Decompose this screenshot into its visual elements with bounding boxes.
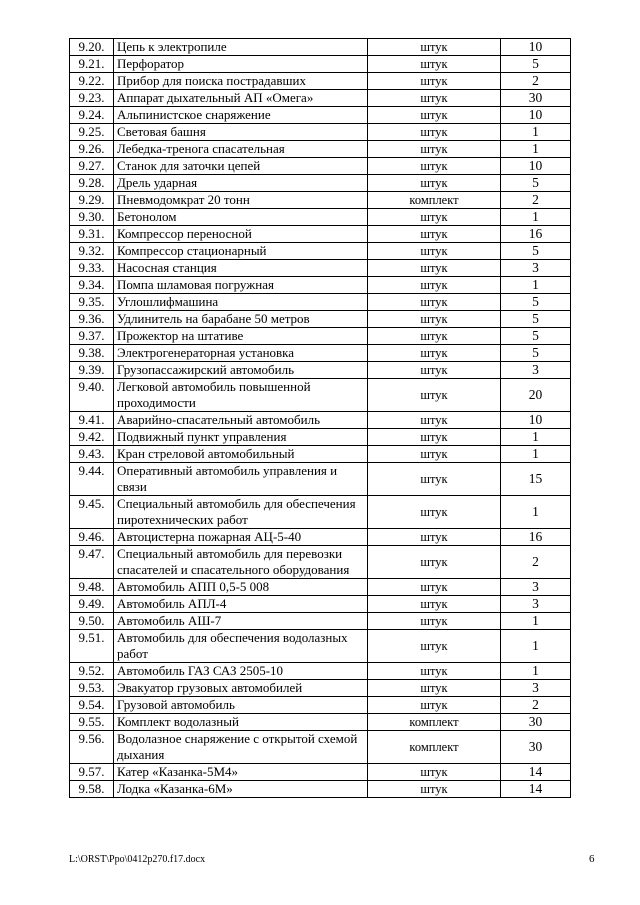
item-name: Прожектор на штативе	[114, 328, 368, 345]
item-name: Прибор для поиска пострадавших	[114, 73, 368, 90]
row-number: 9.50.	[70, 613, 114, 630]
row-number: 9.39.	[70, 362, 114, 379]
item-name: Бетонолом	[114, 209, 368, 226]
table-row	[70, 90, 571, 107]
item-quantity: 3	[501, 596, 571, 613]
table-row	[70, 175, 571, 192]
item-name: Специальный автомобиль для перевозки спасателей и спасательного оборудования	[114, 546, 368, 579]
row-number: 9.29.	[70, 192, 114, 209]
item-quantity: 5	[501, 294, 571, 311]
item-name: Кран стреловой автомобильный	[114, 446, 368, 463]
item-name: Автомобиль АПП 0,5-5 008	[114, 579, 368, 596]
item-name: Катер «Казанка-5М4»	[114, 764, 368, 781]
item-name: Станок для заточки цепей	[114, 158, 368, 175]
row-number: 9.52.	[70, 663, 114, 680]
row-number: 9.37.	[70, 328, 114, 345]
item-unit: штук	[368, 697, 501, 714]
item-unit: штук	[368, 663, 501, 680]
item-name: Помпа шламовая погружная	[114, 277, 368, 294]
table-row	[70, 260, 571, 277]
item-unit: штук	[368, 124, 501, 141]
item-name: Грузовой автомобиль	[114, 697, 368, 714]
item-unit: штук	[368, 328, 501, 345]
item-unit: штук	[368, 446, 501, 463]
item-quantity: 5	[501, 345, 571, 362]
item-quantity: 3	[501, 579, 571, 596]
item-unit: штук	[368, 56, 501, 73]
table-row	[70, 412, 571, 429]
item-quantity: 3	[501, 260, 571, 277]
row-number: 9.24.	[70, 107, 114, 124]
item-name: Автомобиль АПЛ-4	[114, 596, 368, 613]
item-unit: комплект	[368, 731, 501, 764]
table-row	[70, 124, 571, 141]
row-number: 9.54.	[70, 697, 114, 714]
item-unit: штук	[368, 496, 501, 529]
table-row	[70, 613, 571, 630]
row-number: 9.57.	[70, 764, 114, 781]
table-row	[70, 209, 571, 226]
item-unit: штук	[368, 311, 501, 328]
item-quantity: 30	[501, 731, 571, 764]
row-number: 9.36.	[70, 311, 114, 328]
item-unit: штук	[368, 412, 501, 429]
item-unit: штук	[368, 529, 501, 546]
table-row	[70, 680, 571, 697]
item-name: Пневмодомкрат 20 тонн	[114, 192, 368, 209]
row-number: 9.44.	[70, 463, 114, 496]
item-unit: штук	[368, 764, 501, 781]
item-unit: штук	[368, 209, 501, 226]
table-row	[70, 328, 571, 345]
item-name: Удлинитель на барабане 50 метров	[114, 311, 368, 328]
item-name: Лебедка-тренога спасательная	[114, 141, 368, 158]
row-number: 9.34.	[70, 277, 114, 294]
item-quantity: 30	[501, 714, 571, 731]
table-row	[70, 496, 571, 529]
table-row	[70, 546, 571, 579]
item-unit: штук	[368, 630, 501, 663]
footer-file-path: L:\ORST\Ppo\0412p270.f17.docx	[69, 854, 206, 865]
item-quantity: 1	[501, 446, 571, 463]
table-row	[70, 39, 571, 56]
equipment-table	[69, 38, 571, 798]
table-row	[70, 529, 571, 546]
item-unit: комплект	[368, 192, 501, 209]
row-number: 9.20.	[70, 39, 114, 56]
item-name: Аварийно-спасательный автомобиль	[114, 412, 368, 429]
item-unit: штук	[368, 680, 501, 697]
table-row	[70, 446, 571, 463]
table-row	[70, 781, 571, 798]
item-quantity: 1	[501, 429, 571, 446]
table-row	[70, 294, 571, 311]
row-number: 9.56.	[70, 731, 114, 764]
item-quantity: 15	[501, 463, 571, 496]
table-row	[70, 141, 571, 158]
item-name: Автомобиль для обеспечения водолазных работ	[114, 630, 368, 663]
item-quantity: 30	[501, 90, 571, 107]
row-number: 9.42.	[70, 429, 114, 446]
item-quantity: 3	[501, 680, 571, 697]
row-number: 9.43.	[70, 446, 114, 463]
item-quantity: 14	[501, 781, 571, 798]
row-number: 9.55.	[70, 714, 114, 731]
item-unit: штук	[368, 596, 501, 613]
item-name: Насосная станция	[114, 260, 368, 277]
table-row	[70, 73, 571, 90]
item-quantity: 5	[501, 311, 571, 328]
table-row	[70, 731, 571, 764]
row-number: 9.45.	[70, 496, 114, 529]
item-unit: штук	[368, 463, 501, 496]
table-row	[70, 697, 571, 714]
item-quantity: 5	[501, 328, 571, 345]
item-unit: штук	[368, 781, 501, 798]
row-number: 9.32.	[70, 243, 114, 260]
row-number: 9.48.	[70, 579, 114, 596]
item-unit: штук	[368, 429, 501, 446]
table-row	[70, 107, 571, 124]
row-number: 9.46.	[70, 529, 114, 546]
row-number: 9.49.	[70, 596, 114, 613]
row-number: 9.47.	[70, 546, 114, 579]
item-quantity: 5	[501, 243, 571, 260]
item-quantity: 10	[501, 158, 571, 175]
item-name: Грузопассажирский автомобиль	[114, 362, 368, 379]
item-quantity: 1	[501, 124, 571, 141]
item-quantity: 1	[501, 613, 571, 630]
item-quantity: 2	[501, 697, 571, 714]
item-name: Перфоратор	[114, 56, 368, 73]
item-name: Водолазное снаряжение с открытой схемой дыхания	[114, 731, 368, 764]
item-unit: штук	[368, 345, 501, 362]
item-unit: штук	[368, 613, 501, 630]
table-row	[70, 429, 571, 446]
item-quantity: 2	[501, 546, 571, 579]
item-quantity: 1	[501, 209, 571, 226]
item-name: Цепь к электропиле	[114, 39, 368, 56]
item-unit: штук	[368, 90, 501, 107]
item-quantity: 2	[501, 192, 571, 209]
table-row	[70, 192, 571, 209]
item-unit: штук	[368, 158, 501, 175]
item-quantity: 5	[501, 56, 571, 73]
item-unit: штук	[368, 362, 501, 379]
row-number: 9.38.	[70, 345, 114, 362]
row-number: 9.35.	[70, 294, 114, 311]
item-quantity: 1	[501, 141, 571, 158]
row-number: 9.33.	[70, 260, 114, 277]
item-name: Углошлифмашина	[114, 294, 368, 311]
item-unit: штук	[368, 294, 501, 311]
row-number: 9.40.	[70, 379, 114, 412]
item-quantity: 1	[501, 630, 571, 663]
item-name: Комплект водолазный	[114, 714, 368, 731]
row-number: 9.58.	[70, 781, 114, 798]
table-row	[70, 596, 571, 613]
item-name: Электрогенераторная установка	[114, 345, 368, 362]
item-unit: штук	[368, 39, 501, 56]
row-number: 9.22.	[70, 73, 114, 90]
row-number: 9.25.	[70, 124, 114, 141]
item-unit: штук	[368, 175, 501, 192]
item-unit: штук	[368, 277, 501, 294]
item-unit: штук	[368, 379, 501, 412]
item-name: Световая башня	[114, 124, 368, 141]
item-unit: штук	[368, 73, 501, 90]
item-name: Автомобиль АШ-7	[114, 613, 368, 630]
table-row	[70, 362, 571, 379]
item-name: Дрель ударная	[114, 175, 368, 192]
row-number: 9.28.	[70, 175, 114, 192]
item-quantity: 5	[501, 175, 571, 192]
table-row	[70, 663, 571, 680]
item-quantity: 20	[501, 379, 571, 412]
row-number: 9.31.	[70, 226, 114, 243]
table-row	[70, 277, 571, 294]
table-row	[70, 243, 571, 260]
item-quantity: 1	[501, 663, 571, 680]
item-name: Оперативный автомобиль управления и связи	[114, 463, 368, 496]
item-quantity: 10	[501, 107, 571, 124]
row-number: 9.41.	[70, 412, 114, 429]
table-row	[70, 714, 571, 731]
table-row	[70, 345, 571, 362]
item-quantity: 10	[501, 412, 571, 429]
item-name: Лодка «Казанка-6М»	[114, 781, 368, 798]
page-number: 6	[589, 853, 595, 865]
item-name: Компрессор стационарный	[114, 243, 368, 260]
row-number: 9.51.	[70, 630, 114, 663]
table-row	[70, 630, 571, 663]
table-body	[70, 39, 571, 798]
item-name: Специальный автомобиль для обеспечения пиротехнических работ	[114, 496, 368, 529]
item-quantity: 10	[501, 39, 571, 56]
item-name: Подвижный пункт управления	[114, 429, 368, 446]
item-unit: штук	[368, 141, 501, 158]
row-number: 9.30.	[70, 209, 114, 226]
item-name: Эвакуатор грузовых автомобилей	[114, 680, 368, 697]
table-row	[70, 764, 571, 781]
row-number: 9.26.	[70, 141, 114, 158]
item-name: Автоцистерна пожарная АЦ-5-40	[114, 529, 368, 546]
table-row	[70, 158, 571, 175]
item-unit: штук	[368, 107, 501, 124]
item-name: Компрессор переносной	[114, 226, 368, 243]
row-number: 9.23.	[70, 90, 114, 107]
row-number: 9.53.	[70, 680, 114, 697]
item-unit: штук	[368, 546, 501, 579]
item-quantity: 1	[501, 496, 571, 529]
item-name: Альпинистское снаряжение	[114, 107, 368, 124]
table-row	[70, 579, 571, 596]
item-quantity: 1	[501, 277, 571, 294]
row-number: 9.27.	[70, 158, 114, 175]
item-unit: штук	[368, 579, 501, 596]
item-quantity: 16	[501, 226, 571, 243]
item-quantity: 2	[501, 73, 571, 90]
item-quantity: 3	[501, 362, 571, 379]
row-number: 9.21.	[70, 56, 114, 73]
item-unit: штук	[368, 226, 501, 243]
table-row	[70, 379, 571, 412]
table-row	[70, 311, 571, 328]
item-name: Аппарат дыхательный АП «Омега»	[114, 90, 368, 107]
item-name: Легковой автомобиль повышенной проходимости	[114, 379, 368, 412]
item-quantity: 16	[501, 529, 571, 546]
item-unit: штук	[368, 260, 501, 277]
table-row	[70, 463, 571, 496]
item-unit: штук	[368, 243, 501, 260]
item-quantity: 14	[501, 764, 571, 781]
table-row	[70, 226, 571, 243]
table-row	[70, 56, 571, 73]
item-name: Автомобиль ГАЗ САЗ 2505-10	[114, 663, 368, 680]
item-unit: комплект	[368, 714, 501, 731]
